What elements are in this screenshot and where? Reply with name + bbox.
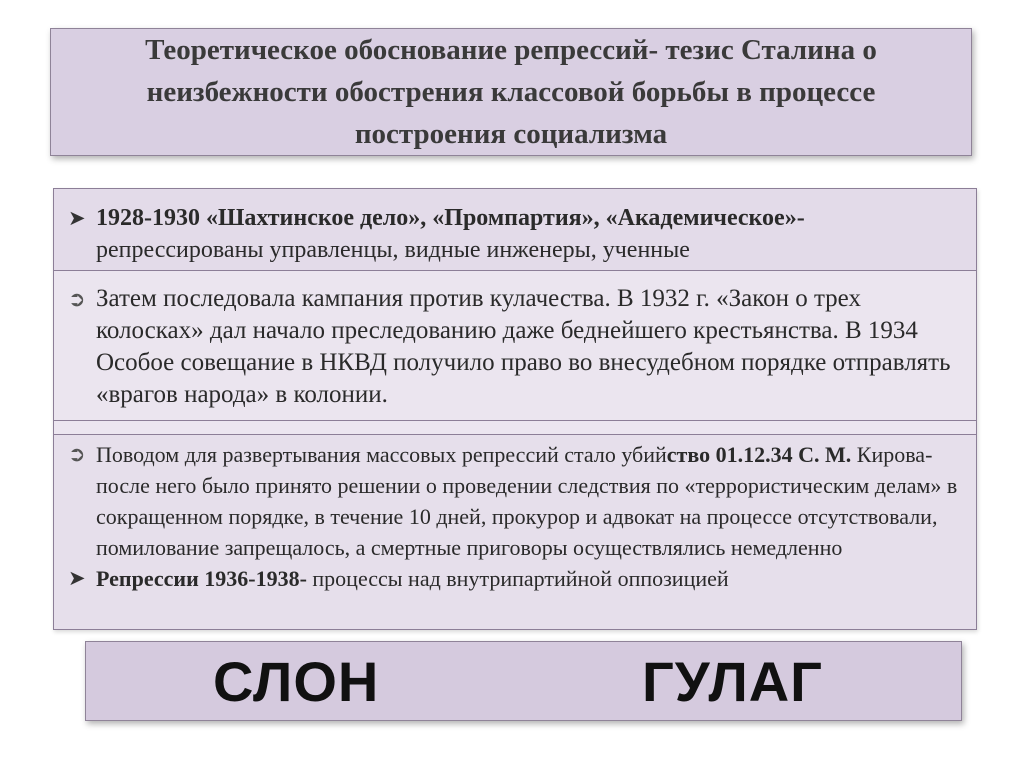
- arrowhead-hollow-icon: ➲: [68, 287, 86, 311]
- list-item-text: [96, 563, 960, 594]
- item-bold-text: ство 01.12.34 С. М.: [666, 442, 852, 467]
- arrowhead-filled-icon: ➤: [68, 566, 86, 590]
- item-text: репрессированы управленцы, видные инженеры, ученные: [96, 237, 690, 263]
- arrowhead-hollow-icon: ➲: [68, 442, 86, 466]
- item-text: Кирова-после него было принято решении о проведении следствия по «террористическим делам» в сокращенном порядке, в течение 10 дней, прокурор и адвокат на процессе отсутствовали, помилование запрещалось, а смертные приговоры осуществлялись немедленно: [96, 442, 958, 560]
- slide-title: Теоретическое обоснование репрессий- тезис Сталина о неизбежности обострения классовой борьбы в процессе построения социализма: [145, 34, 877, 150]
- bottom-box: [85, 641, 962, 721]
- item-bold-text: Репрессии 1936-1938-: [96, 566, 307, 591]
- list-item: [68, 563, 960, 594]
- list-item-text: Затем последовала кампания против кулачества. В 1932 г. «Закон о трех колосках» дал начало преследованию даже беднейшего крестьянства. В 1934 Особое совещание в НКВД получило право во внесудебном порядке отправлять «врагов народа» в колонии.: [96, 285, 951, 408]
- list-item: [68, 271, 960, 411]
- gulag-label: ГУЛАГ: [642, 650, 823, 713]
- section-kirov: [54, 434, 976, 629]
- item-text: процессы над внутрипартийной оппозицией: [306, 566, 729, 591]
- slon-label: СЛОН: [213, 650, 380, 713]
- item-bold-text: 1928-1930 «Шахтинское дело», «Промпартия», «Академическое»-: [96, 205, 805, 231]
- title-box: [50, 28, 972, 156]
- list-item: [68, 435, 960, 563]
- section-kulaks: [54, 271, 976, 421]
- content-box: [53, 188, 977, 630]
- list-item-text: [96, 202, 960, 266]
- section-shakhty: [54, 189, 976, 271]
- list-item-text: [96, 439, 960, 563]
- arrowhead-filled-icon: ➤: [68, 206, 86, 230]
- list-item: [68, 189, 960, 266]
- item-text: Поводом для развертывания массовых репрессий стало убий: [96, 442, 667, 467]
